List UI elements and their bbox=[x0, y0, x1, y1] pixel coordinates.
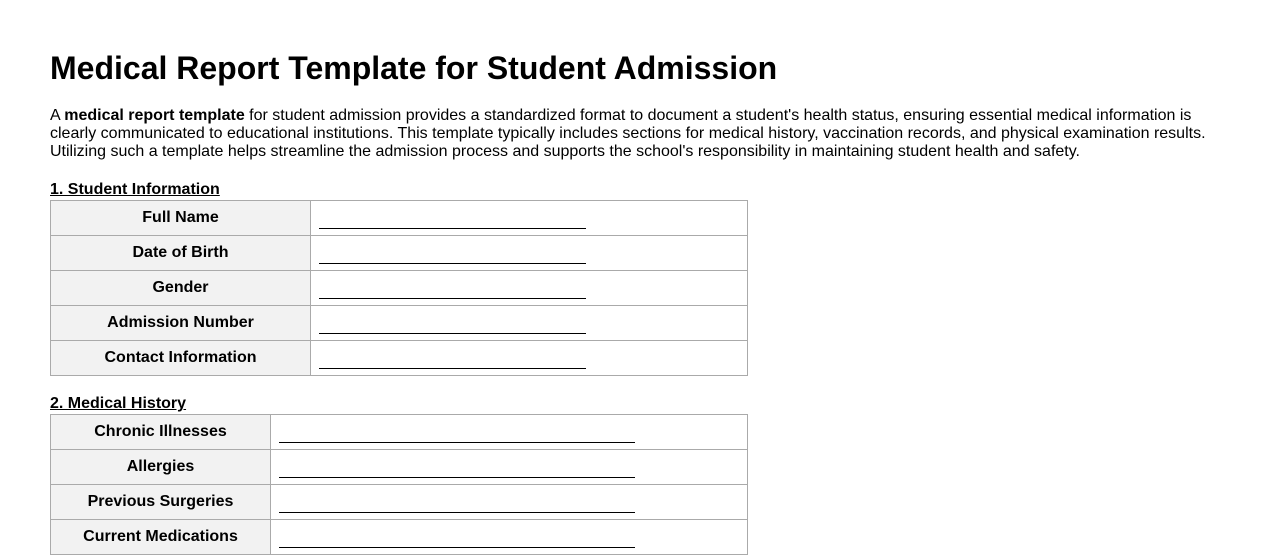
medical-history-table bbox=[50, 414, 748, 555]
page-title: Medical Report Template for Student Admission bbox=[50, 50, 778, 86]
blank-line[interactable] bbox=[319, 214, 586, 229]
allergies-field[interactable] bbox=[271, 450, 748, 485]
field-label: Allergies bbox=[51, 450, 271, 485]
chronic-illnesses-field[interactable] bbox=[271, 415, 748, 450]
blank-line[interactable] bbox=[279, 463, 635, 478]
intro-paragraph bbox=[50, 107, 1220, 161]
contact-information-field[interactable] bbox=[311, 341, 748, 376]
blank-line[interactable] bbox=[319, 354, 586, 369]
field-label: Full Name bbox=[51, 201, 311, 236]
blank-line[interactable] bbox=[279, 533, 635, 548]
table-row bbox=[51, 236, 748, 271]
field-label: Current Medications bbox=[51, 520, 271, 555]
field-label: Previous Surgeries bbox=[51, 485, 271, 520]
gender-field[interactable] bbox=[311, 271, 748, 306]
table-row bbox=[51, 201, 748, 236]
table-row bbox=[51, 341, 748, 376]
field-label: Contact Information bbox=[51, 341, 311, 376]
admission-number-field[interactable] bbox=[311, 306, 748, 341]
table-row bbox=[51, 485, 748, 520]
table-row bbox=[51, 450, 748, 485]
section-title-student-information: 1. Student Information bbox=[50, 181, 220, 198]
table-row bbox=[51, 306, 748, 341]
section-title-medical-history: 2. Medical History bbox=[50, 395, 187, 412]
field-label: Date of Birth bbox=[51, 236, 311, 271]
intro-bold-term: medical report template bbox=[64, 107, 245, 124]
field-label: Gender bbox=[51, 271, 311, 306]
full-name-field[interactable] bbox=[311, 201, 748, 236]
blank-line[interactable] bbox=[279, 428, 635, 443]
table-row bbox=[51, 271, 748, 306]
blank-line[interactable] bbox=[319, 319, 586, 334]
current-medications-field[interactable] bbox=[271, 520, 748, 555]
table-row bbox=[51, 415, 748, 450]
date-of-birth-field[interactable] bbox=[311, 236, 748, 271]
field-label: Admission Number bbox=[51, 306, 311, 341]
intro-prefix: A bbox=[50, 107, 65, 124]
intro-text: for student admission provides a standardized format to document a student's health status, ensuring essential medical information is clearly communicated to educational institutions. This template typically includes sections for medical history, vaccination records, and physical examination results. Utilizing such a template helps streamline the admission process and supports the school's responsibility in maintaining student health and safety. bbox=[50, 107, 1206, 160]
blank-line[interactable] bbox=[319, 249, 586, 264]
previous-surgeries-field[interactable] bbox=[271, 485, 748, 520]
field-label: Chronic Illnesses bbox=[51, 415, 271, 450]
blank-line[interactable] bbox=[279, 498, 635, 513]
table-row bbox=[51, 520, 748, 555]
blank-line[interactable] bbox=[319, 284, 586, 299]
student-information-table bbox=[50, 200, 748, 376]
